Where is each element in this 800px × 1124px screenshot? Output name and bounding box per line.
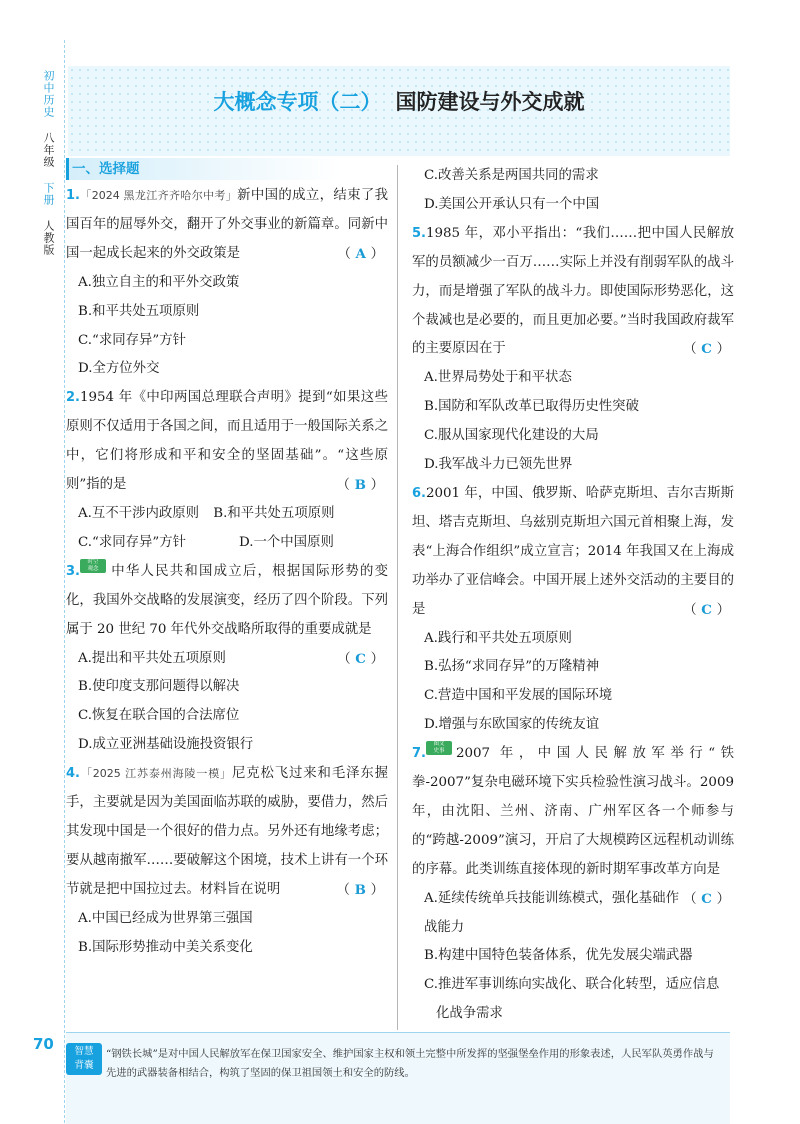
question-text: 2007 年，中国人民解放军举行“铁拳-2007”复杂电磁环境下实兵检验性演习战斗。2009 年，由沈阳、兰州、济南、广州军区各一个师参与的“跨越-2009”演习，开启了大规模跨区远程机动训练的序幕。此类训练直接体现的新时期军事改革方向是 — [412, 746, 734, 877]
question-3: 3.时空 观念 中华人民共和国成立后，根据国际形势的变化，我国外交战略的发展演变，经历了四个阶段。下列属于 20 世纪 70 年代外交战略所取得的重要成就是 （ C ） — [66, 558, 388, 645]
left-column — [66, 162, 388, 962]
page-header — [68, 66, 730, 156]
right-column — [412, 162, 734, 1058]
section-heading: 一、选择题 — [66, 158, 388, 180]
side-volume: 下册 — [42, 182, 55, 206]
option: C.恢复在联合国的合法席位 — [78, 708, 240, 724]
option: D.我军战斗力已领先世界 — [424, 457, 573, 473]
option: C.服从国家现代化建设的大局 — [424, 428, 599, 444]
option: D.一个中国原则 — [239, 534, 334, 550]
side-grade: 八年级 — [42, 132, 55, 168]
question-6: 6.2001 年，中国、俄罗斯、哈萨克斯坦、吉尔吉斯斯坦、塔吉克斯坦、乌兹别克斯坦六国元首相聚上海，发表“上海合作组织”成立宣言；2014 年我国又在上海成功举办了亚信峰会。中国开展上述外交活动的主要目的是 （ C ） — [412, 480, 734, 625]
question-number: 1 — [66, 188, 76, 203]
option: A.提出和平共处五项原则 — [78, 650, 226, 666]
question-source: 「2025 江苏泰州海陵一模」 — [80, 767, 232, 781]
answer-mark: （ C ） — [683, 890, 730, 907]
question-1: 1.「2024 黑龙江齐齐哈尔中考」新中国的成立，结束了我国百年的屈辱外交，翻开了外交事业的新篇章。同新中国一起成长起来的外交政策是 （ A ） — [66, 182, 388, 269]
question-number: 3 — [66, 563, 76, 579]
option: D.美国公开承认只有一个中国 — [424, 196, 600, 212]
question-2: 2.1954 年《中印两国总理联合声明》提到“如果这些原则不仅适用于各国之间，而且适用于一般国际关系之中，它们将形成和平和安全的坚固基础”。“这些原则”指的是 （ B ） — [66, 384, 388, 500]
question-number: 7 — [412, 746, 422, 762]
option: C.“求同存异”方针 — [78, 534, 187, 550]
option-continuation: 化战争需求 — [436, 1006, 503, 1022]
question-7: 7.图文 史事 2007 年，中国人民解放军举行“铁拳-2007”复杂电磁环境下实兵检验性演习战斗。2009 年，由沈阳、兰州、济南、广州军区各一个师参与的“跨越-2009”演习，开启了大规模跨区远程机动训练的序幕。此类训练直接体现的新时期军事改革方向是 （ C ） — [412, 740, 734, 885]
option: A.世界局势处于和平状态 — [424, 370, 572, 386]
tip-badge: 智慧 背囊 — [66, 1043, 102, 1075]
option: A.独立自主的和平外交政策 — [78, 274, 240, 290]
option: A.延续传统单兵技能训练模式，强化基础作战能力 — [424, 890, 679, 935]
question-text: 2001 年，中国、俄罗斯、哈萨克斯坦、吉尔吉斯斯坦、塔吉克斯坦、乌兹别克斯坦六国元首相聚上海，发表“上海合作组织”成立宣言；2014 年我国又在上海成功举办了亚信峰会。中国开展上述外交活动的主要目的是 — [412, 485, 734, 617]
option: C.营造中国和平发展的国际环境 — [424, 688, 613, 704]
answer-mark: （ C ） — [337, 650, 384, 667]
answer-mark: （ B ） — [336, 477, 384, 494]
column-divider — [397, 165, 398, 1030]
question-text: 1985 年，邓小平指出：“我们……把中国人民解放军的员额减少一百万……实际上并没有削弱军队的战斗力，而是增强了军队的战斗力。即使国际形势恶化，这个裁减也是必要的，而且更加必要。”当时我国政府裁军的主要原因在于 — [412, 225, 734, 357]
option: C.推进军事训练向实战化、联合化转型，适应信息 — [424, 977, 720, 993]
option-row — [66, 500, 337, 529]
option: B.弘扬“求同存异”的万隆精神 — [424, 659, 600, 675]
answer-mark: （ B ） — [336, 881, 384, 898]
title-prefix: 大概念专项（二） — [213, 90, 382, 114]
question-number: 6 — [412, 485, 422, 501]
question-tag-badge: 时空 观念 — [80, 559, 106, 573]
page-number: 70 — [33, 1035, 54, 1053]
question-number: 5 — [412, 225, 422, 241]
option: B.构建中国特色装备体系，优先发展尖端武器 — [424, 948, 693, 964]
question-number: 4 — [66, 766, 76, 782]
question-text: 尼克松飞过来和毛泽东握手，主要就是因为美国面临苏联的威胁，要借力，然后其发现中国是一个很好的借力点。另外还有地缘考虑；要从越南撤军……要破解这个困境，技术上讲有一个环节就是把中国拉过去。材料旨在说明 — [66, 766, 388, 897]
page-title — [68, 86, 730, 116]
option: C.改善关系是两国共同的需求 — [424, 168, 599, 183]
question-text: 1954 年《中印两国总理联合声明》提到“如果这些原则不仅适用于各国之间，而且适用于一般国际关系之中，它们将形成和平和安全的坚固基础”。“这些原则”指的是 — [66, 390, 388, 493]
question-source: 「2024 黑龙江齐齐哈尔中考」 — [80, 189, 238, 202]
option: A.互不干涉内政原则 — [78, 505, 200, 521]
question-4: 4.「2025 江苏泰州海陵一模」尼克松飞过来和毛泽东握手，主要就是因为美国面临苏联的威胁，要借力，然后其发现中国是一个很好的借力点。另外还有地缘考虑；要从越南撤军……要破解这个困境，技术上讲有一个环节就是把中国拉过去。材料旨在说明 （ B ） — [66, 760, 388, 905]
question-5: 5.1985 年，邓小平指出：“我们……把中国人民解放军的员额减少一百万……实际上并没有削弱军队的战斗力，而是增强了军队的战斗力。即使国际形势恶化，这个裁减也是必要的，而且更加必要。”当时我国政府裁军的主要原因在于 （ C ） — [412, 220, 734, 365]
side-label — [40, 70, 56, 256]
question-number: 2 — [66, 390, 76, 406]
answer-mark: （ A ） — [337, 245, 384, 262]
option: C.“求同存异”方针 — [78, 332, 187, 348]
option: B.和平共处五项原则 — [213, 505, 335, 521]
option: B.使印度支那问题得以解决 — [78, 679, 240, 695]
option: A.中国已经成为世界第三强国 — [78, 910, 253, 926]
option: D.增强与东欧国家的传统友谊 — [424, 717, 600, 733]
option: B.国防和军队改革已取得历史性突破 — [424, 399, 639, 415]
option: B.国际形势推动中美关系变化 — [78, 939, 253, 955]
option-row — [66, 529, 388, 558]
option: B.和平共处五项原则 — [78, 303, 200, 319]
side-subject: 初中历史 — [42, 70, 55, 118]
option: D.全方位外交 — [78, 361, 160, 377]
option: A.践行和平共处五项原则 — [424, 630, 572, 646]
side-edition: 人教版 — [42, 220, 55, 256]
title-main: 国防建设与外交成就 — [395, 90, 585, 114]
tip-text: “钢铁长城”是对中国人民解放军在保卫国家安全、维护国家主权和领土完整中所发挥的坚强堡垒作用的形象表述，人民军队英勇作战与先进的武器装备相结合，构筑了坚固的保卫祖国领土和安全的防线。 — [106, 1048, 714, 1079]
question-text: 新中国的成立，结束了我国百年的屈辱外交，翻开了外交事业的新篇章。同新中国一起成长起来的外交政策是 — [66, 188, 389, 261]
answer-mark: （ C ） — [683, 341, 730, 358]
question-text: 中华人民共和国成立后，根据国际形势的变化，我国外交战略的发展演变，经历了四个阶段。下列属于 20 世纪 70 年代外交战略所取得的重要成就是 — [66, 563, 388, 637]
margin-guide-line — [64, 40, 65, 1123]
option: D.成立亚洲基础设施投资银行 — [78, 737, 254, 753]
answer-mark: （ C ） — [683, 601, 730, 618]
question-tag-badge: 图文 史事 — [426, 741, 452, 755]
